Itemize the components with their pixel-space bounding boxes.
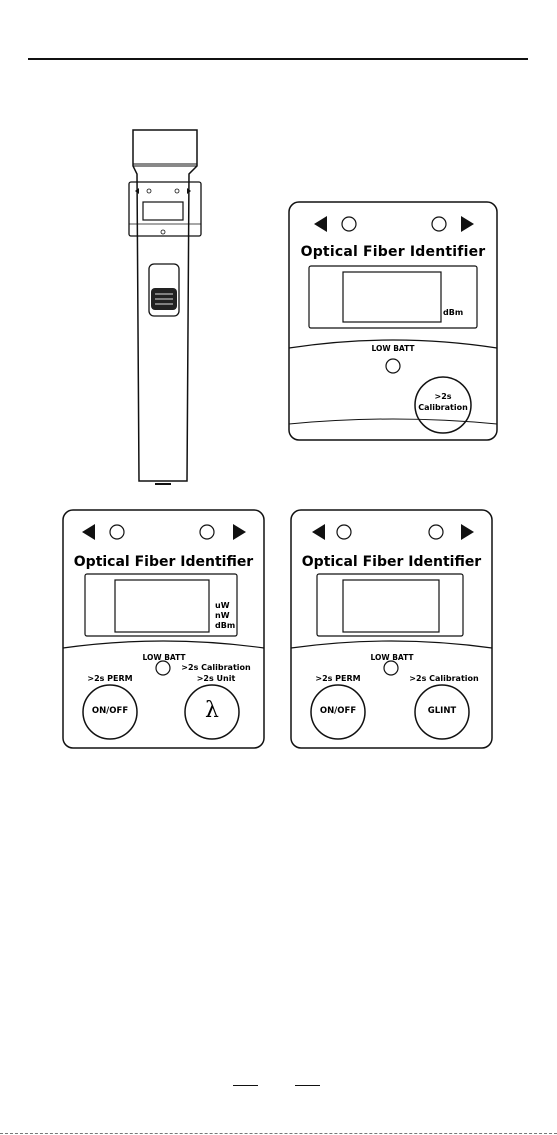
glint-button[interactable]: GLINT xyxy=(427,706,457,716)
arrow-left-icon[interactable] xyxy=(81,523,97,541)
calibration-button-top: >2s xyxy=(434,392,452,401)
calibration-caption: >2s Calibration xyxy=(409,674,479,683)
low-batt-label: LOW BATT xyxy=(370,653,414,662)
perm-caption: >2s PERM xyxy=(315,674,361,683)
calibration-caption: >2s Calibration xyxy=(181,663,251,672)
bottom-dashed-border xyxy=(0,1133,557,1134)
device-title: Optical Fiber Identifier xyxy=(73,554,254,570)
header-rule xyxy=(28,58,528,60)
on-off-button[interactable]: ON/OFF xyxy=(319,706,357,716)
unit-caption: >2s Unit xyxy=(196,674,236,683)
panel-b xyxy=(61,508,266,750)
lambda-button[interactable]: λ xyxy=(205,698,219,723)
panel-a xyxy=(287,200,499,442)
perm-caption: >2s PERM xyxy=(87,674,133,683)
low-batt-label: LOW BATT xyxy=(371,344,415,353)
footer-rule-left xyxy=(233,1085,258,1086)
on-off-button[interactable]: ON/OFF xyxy=(91,706,129,716)
arrow-right-icon[interactable] xyxy=(459,523,475,541)
handheld-device xyxy=(125,126,205,491)
unit-label-nw: nW xyxy=(215,611,230,620)
arrow-right-icon[interactable] xyxy=(231,523,247,541)
arrow-right-icon[interactable] xyxy=(459,215,475,233)
device-title: Optical Fiber Identifier xyxy=(301,554,482,570)
arrow-left-icon[interactable] xyxy=(311,523,327,541)
low-batt-label: LOW BATT xyxy=(142,653,186,662)
panel-c xyxy=(289,508,494,750)
calibration-button[interactable] xyxy=(415,377,471,433)
footer-rule-right xyxy=(295,1085,320,1086)
unit-label-dbm: dBm xyxy=(215,621,236,630)
unit-label: dBm xyxy=(443,308,464,317)
device-title: Optical Fiber Identifier xyxy=(300,244,486,260)
arrow-left-icon[interactable] xyxy=(313,215,329,233)
unit-label-uw: uW xyxy=(215,601,230,610)
calibration-button-label: Calibration xyxy=(418,403,468,412)
